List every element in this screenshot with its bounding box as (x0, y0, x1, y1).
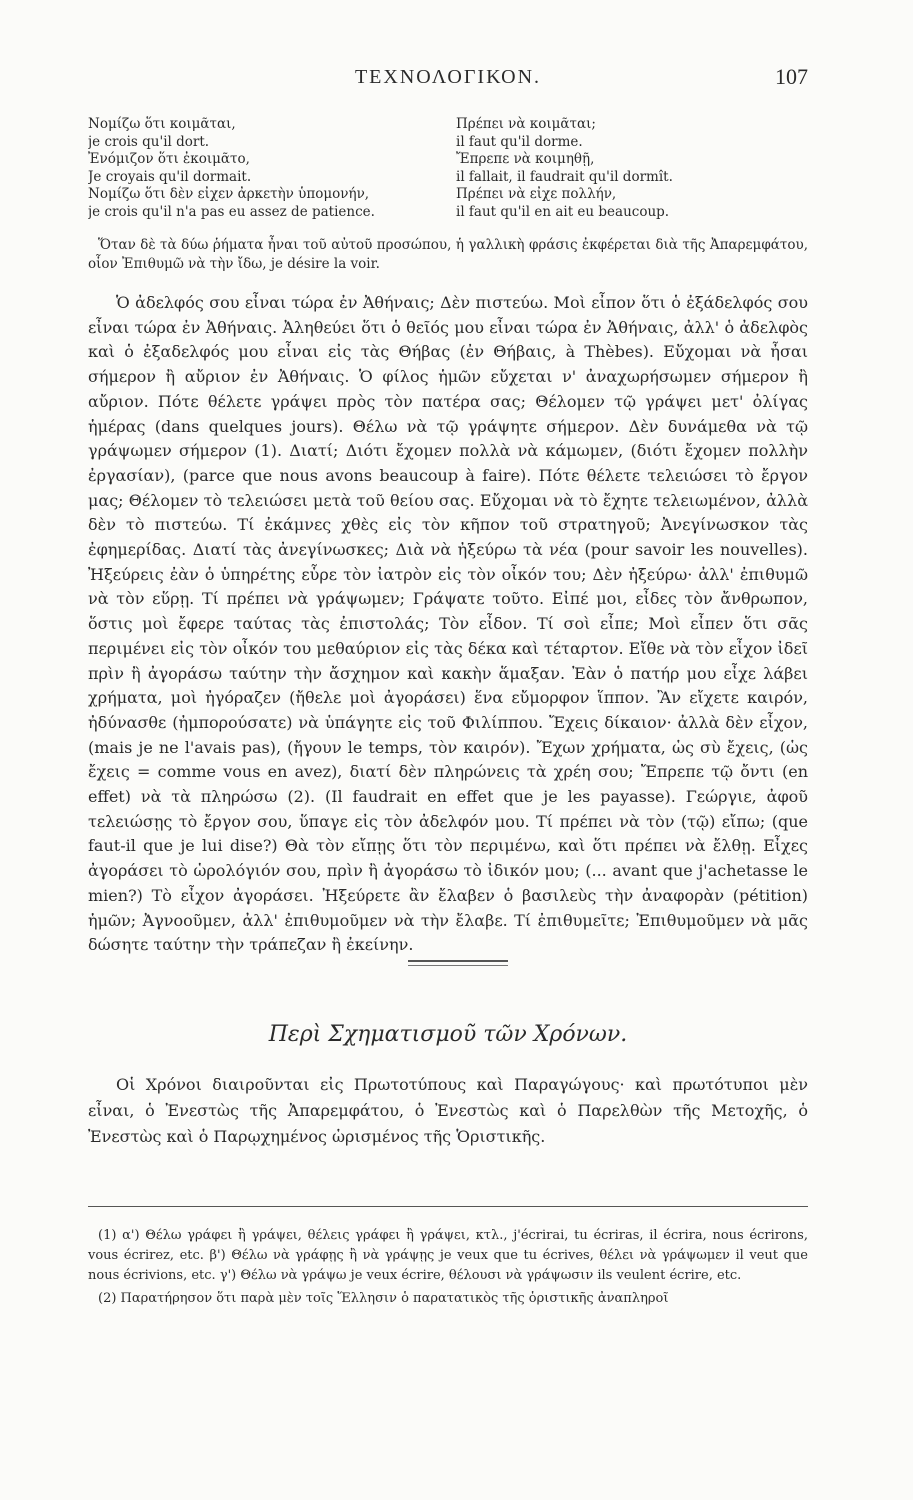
grammar-note: Ὅταν δὲ τὰ δύω ῥήματα ἦναι τοῦ αὐτοῦ προσώπου, ἡ γαλλικὴ φράσις ἐκφέρεται διὰ τῆς Ἀπαρεμφάτου, οἷον Ἐπιθυμῶ νὰ τὴν ἴδω, je désire la voir. (88, 237, 808, 272)
example-pair-row (88, 151, 808, 169)
example-right: il fallait, il faudrait qu'il dormît. (456, 168, 673, 185)
example-pair-row (88, 169, 808, 187)
exercise-paragraph: Ὁ ἀδελφός σου εἶναι τώρα ἐν Ἀθήναις; Δὲν πιστεύω. Μοὶ εἶπον ὅτι ὁ ἐξάδελφός σου εἶναι τώρα ἐν Ἀθήναις. Ἀληθεύει ὅτι ὁ θεῖός μου εἶναι τώρα ἐν Ἀθήναις, ἀλλ' ὁ ἀδελφὸς καὶ ὁ ἐξαδελφός μου εἶναι εἰς τὰς Θήβας (ἐν Θήβαις, à Thèbes). Εὔχομαι νὰ ἦσαι σήμερον ἢ αὔριον ἐν Ἀθήναις. Ὁ φίλος ἡμῶν εὔχεται ν' ἀναχωρήσωμεν σήμερον ἢ αὔριον. Πότε θέλετε γράψει πρὸς τὸν πατέρα σας; Θέλομεν τῷ γράψει μετ' ὀλίγας ἡμέρας (dans quelques jours). Θέλω νὰ τῷ γράψητε σήμερον. Δὲν δυνάμεθα νὰ τῷ γράψωμεν σήμερον (1). Διατί; Διότι ἔχομεν πολλὰ νὰ κάμωμεν, (διότι ἔχομεν πολλὴν ἐργασίαν), (parce que nous avons beaucoup à faire). Πότε θέλετε τελειώσει τὸ ἔργον μας; Θέλομεν τὸ τελειώσει μετὰ τοῦ θείου σας. Εὔχομαι νὰ τὸ ἔχητε τελειωμένον, ἀλλὰ δὲν τὸ πιστεύω. Τί ἐκάμνες χθὲς εἰς τὸν κῆπον τοῦ στρατηγοῦ; Ἀνεγίνωσκον τὰς ἐφημερίδας. Διατί τὰς ἀνεγίνωσκες; Διὰ νὰ ἠξεύρω τὰ νέα (pour savoir les nouvelles). Ἠξεύρεις ἐὰν ὁ ὑπηρέτης εὗρε τὸν ἰατρὸν εἰς τὸν οἶκόν του; Δὲν ἠξεύρω· ἀλλ' ἐπιθυμῶ νὰ τὸν εὕρῃ. Τί πρέπει νὰ γράψωμεν; Γράψατε τοῦτο. Εἰπέ μοι, εἶδες τὸν ἄνθρωπον, ὅστις μοὶ ἔφερε ταύτας τὰς ἐπιστολάς; Τὸν εἶδον. Τί σοὶ εἶπε; Μοὶ εἶπεν ὅτι σᾶς περιμένει εἰς τὸν οἶκόν του μεθαύριον εἰς τὰς δέκα καὶ τέταρτον. Εἴθε νὰ τὸν εἶχον ἰδεῖ πρὶν ἢ ἀγοράσω ταύτην τὴν ἄσχημον καὶ κακὴν ἅμαξαν. Ἐὰν ὁ πατήρ μου εἶχε λάβει χρήματα, μοὶ ἠγόραζεν (ἤθελε μοὶ ἀγοράσει) ἕνα εὔμορφον ἵππον. Ἂν εἴχετε καιρόν, ἠδύνασθε (ἠμπορούσατε) νὰ ὑπάγητε εἰς τοῦ Φιλίππου. Ἔχεις δίκαιον· ἀλλὰ δὲν εἶχον, (mais je ne l'avais pas), (ἤγουν le temps, τὸν καιρόν). Ἔχων χρήματα, ὡς σὺ ἔχεις, (ὡς ἔχεις = comme vous en avez), διατί δὲν πληρώνεις τὰ χρέη σου; Ἔπρεπε τῷ ὄντι (en effet) νὰ τὰ πληρώσω (2). (Il faudrait en effet que je les payasse). Γεώργιε, ἀφοῦ τελειώσῃς τὸ ἔργον σου, ὕπαγε εἰς τὸν ἀδελφόν μου. Τί πρέπει νὰ τὸν (τῷ) εἴπω; (que faut-il que je lui dise?) Θὰ τὸν εἴπῃς ὅτι τὸν περιμένω, καὶ ὅτι πρέπει νὰ ἔλθῃ. Εἶχες ἀγοράσει τὸ ὡρολόγιόν σου, πρὶν ἢ ἀγοράσω τὸ ἰδικόν μου; (... avant que j'achetasse le mien?) Τὸ εἶχον ἀγοράσει. Ἠξεύρετε ἂν ἔλαβεν ὁ βασιλεὺς τὴν ἀναφορὰν (pétition) ἡμῶν; Ἀγνοοῦμεν, ἀλλ' ἐπιθυμοῦμεν νὰ τὴν ἔλαβε. Τί ἐπιθυμεῖτε; Ἐπιθυμοῦμεν νὰ μᾶς δώσητε ταύτην τὴν τράπεζαν ἢ ἐκείνην. (88, 293, 808, 955)
section-paragraph: Οἱ Χρόνοι διαιροῦνται εἰς Πρωτοτύπους καὶ Παραγώγους· καὶ πρωτότυποι μὲν εἶναι, ὁ Ἐνεστὼς τῆς Ἀπαρεμφάτου, ὁ Ἐνεστὼς καὶ ὁ Παρελθὼν τῆς Μετοχῆς, ὁ Ἐνεστὼς καὶ ὁ Παρῳχημένος ὡρισμένος τῆς Ὁριστικῆς. (88, 1075, 808, 1146)
section-heading: Περὶ Σχηματισμοῦ τῶν Χρόνων. (268, 1022, 628, 1047)
example-right: il faut qu'il en ait eu beaucoup. (456, 203, 670, 220)
running-title: ΤΕΧΝΟΛΟΓΙΚΟΝ. (354, 66, 542, 88)
example-right: Πρέπει νὰ κοιμᾶται; (456, 116, 596, 132)
example-pairs (88, 116, 808, 221)
example-left: je crois qu'il n'a pas eu assez de patience. (88, 203, 375, 220)
example-left: je crois qu'il dort. (88, 133, 210, 150)
example-left: Je croyais qu'il dormait. (88, 168, 252, 185)
example-right: il faut qu'il dorme. (456, 133, 583, 150)
footnote-1: (1) α') Θέλω γράφει ἢ γράψει, θέλεις γράφει ἢ γράψει, κτλ., j'écrirai, tu écriras, il écrira, nous écrirons, vous écrirez, etc. β') Θέλω νὰ γράφῃς ἢ νὰ γράψῃς je veux que tu écrives, θέλει νὰ γράψωμεν il veut que nous écrivions, etc. γ') Θέλω νὰ γράψω je veux écrire, θέλουσι νὰ γράψωσιν ils veulent écrire, etc. (88, 1228, 808, 1283)
example-left: Ἐνόμιζον ὅτι ἐκοιμᾶτο, (88, 151, 250, 167)
example-pair-row (88, 204, 808, 222)
example-right: Πρέπει νὰ εἶχε πολλήν, (456, 186, 617, 202)
example-pair-row (88, 134, 808, 152)
section-divider (408, 960, 508, 962)
footnote-2: (2) Παρατήρησον ὅτι παρὰ μὲν τοῖς Ἕλλησιν ὁ παρατατικὸς τῆς ὁριστικῆς ἀναπληροῖ (98, 1291, 669, 1306)
example-pair-row (88, 186, 808, 204)
page-header (88, 66, 808, 96)
example-left: Νομίζω ὅτι δὲν εἶχεν ἀρκετὴν ὑπομονήν, (88, 186, 370, 202)
example-pair-row (88, 116, 808, 134)
footnote-divider (88, 1206, 808, 1207)
page-number: 107 (775, 64, 808, 89)
example-left: Νομίζω ὅτι κοιμᾶται, (88, 116, 236, 132)
example-right: Ἔπρεπε νὰ κοιμηθῇ, (456, 151, 595, 167)
footnotes (88, 1226, 808, 1312)
